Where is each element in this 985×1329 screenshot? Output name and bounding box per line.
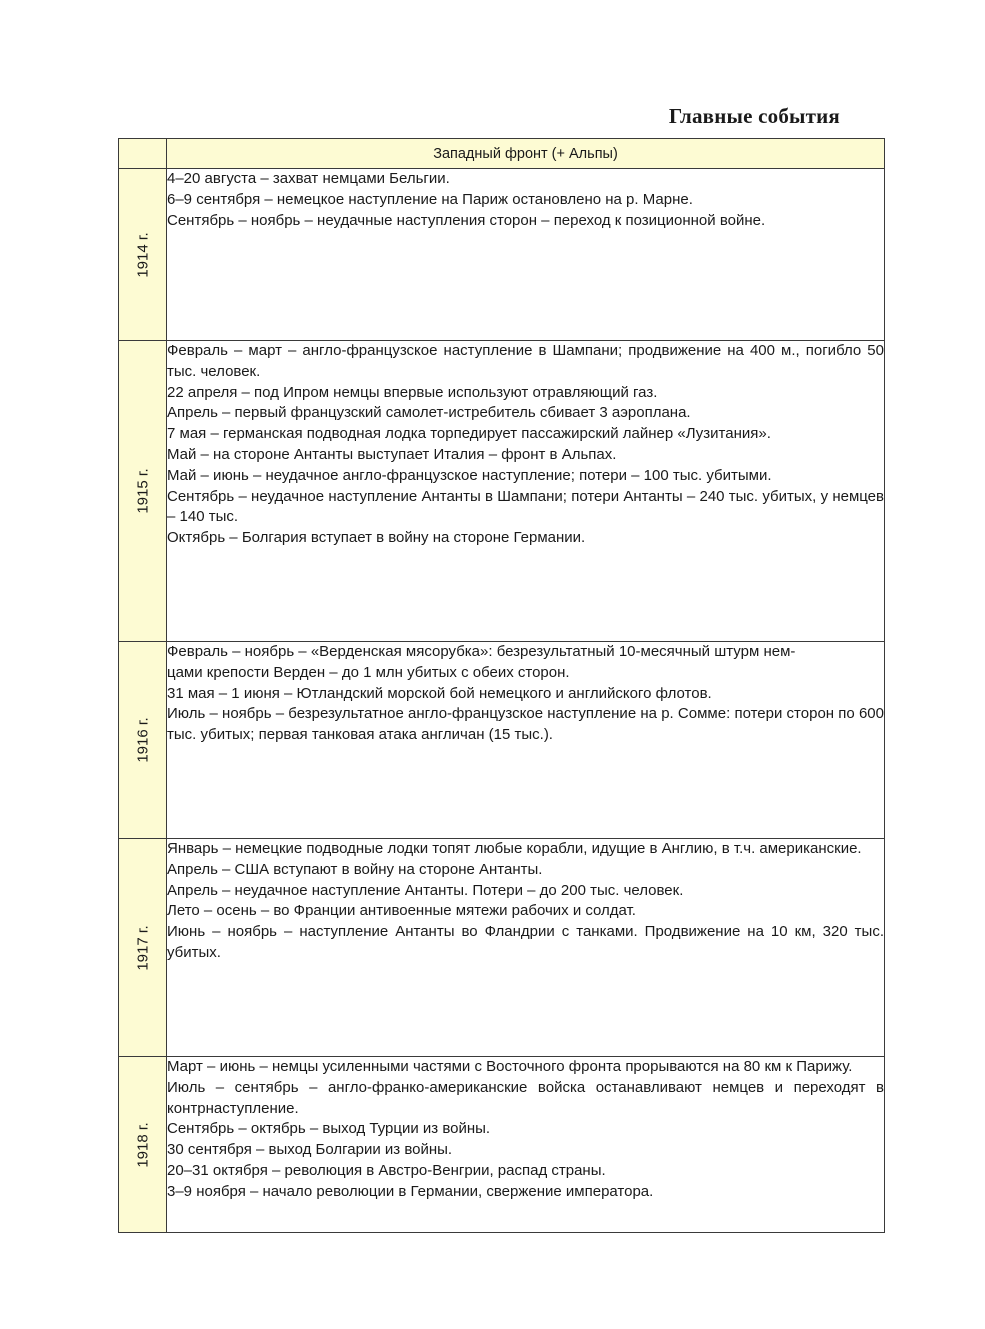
event-line: 3–9 ноября – начало революции в Германии, свержение императора. (167, 1182, 654, 1200)
table-row-1916 (119, 642, 885, 839)
event-line: Июль – сентябрь – англо-франко-американские войска останавливают немцев и переходят в контрнаступление. (167, 1078, 884, 1117)
event-line: Февраль – ноябрь – «Верденская мясорубка»: безрезультатный 10-месячный штурм нем- (167, 643, 796, 660)
events-cell (167, 1057, 885, 1233)
event-line: Апрель – неудачное наступление Антанты. Потери – до 200 тыс. человек. (167, 881, 684, 899)
event-line: Март – июнь – немцы усиленными частями с Восточного фронта прорываются на 80 км к Парижу. (167, 1058, 853, 1075)
event-line: 6–9 сентября – немецкое наступление на Париж остановлено на р. Марне. (167, 190, 693, 208)
event-line: Май – на стороне Антанты выступает Италия – фронт в Альпах. (167, 445, 617, 463)
year-label: 1915 г. (134, 468, 151, 514)
event-line: Май – июнь – неудачное англо-французское наступление; потери – 100 тыс. убитыми. (167, 466, 772, 484)
year-label: 1918 г. (134, 1121, 151, 1168)
event-line: Апрель – США вступают в войну на стороне Антанты. (167, 860, 543, 878)
event-line: Июль – ноябрь – безрезультатное англо-французское наступление на р. Сомме: потери сторон по 600 тыс. убитых; первая танковая атака англичан (15 тыс.). (167, 705, 884, 744)
year-cell (119, 169, 167, 341)
event-line: 7 мая – германская подводная лодка торпедирует пассажирский лайнер «Лузитания». (167, 425, 771, 443)
year-cell (119, 642, 167, 839)
year-cell (119, 839, 167, 1057)
page-title: Главные события (668, 104, 840, 128)
event-line: Сентябрь – ноябрь – неудачные наступления сторон – переход к позиционной войне. (167, 211, 766, 229)
event-line: Январь – немецкие подводные лодки топят любые корабли, идущие в Англию, в т.ч. американские. (167, 840, 862, 857)
table-row-1914 (119, 169, 885, 341)
events-cell (167, 169, 885, 341)
event-line: 20–31 октября – революция в Австро-Венгрии, распад страны. (167, 1161, 606, 1179)
table-row-1918 (119, 1057, 885, 1233)
year-column-header (119, 139, 167, 169)
event-line: цами крепости Верден – до 1 млн убитых с обеих сторон. (167, 663, 570, 681)
year-cell (119, 341, 167, 642)
table-row-1917 (119, 839, 885, 1057)
events-cell (167, 839, 885, 1057)
event-line: 4–20 августа – захват немцами Бельгии. (167, 170, 450, 187)
event-line: 22 апреля – под Ипром немцы впервые используют отравляющий газ. (167, 383, 658, 401)
events-table (118, 138, 885, 1233)
event-line: 30 сентября – выход Болгарии из войны. (167, 1141, 453, 1159)
event-line: 31 мая – 1 июня – Ютландский морской бой немецкого и английского флотов. (167, 684, 712, 702)
event-line: Июнь – ноябрь – наступление Антанты во Фландрии с танками. Продвижение на 10 км, 320 тыс. убитых. (167, 923, 884, 961)
event-line: Лето – осень – во Франции антивоенные мятежи рабочих и солдат. (167, 902, 636, 920)
event-line: Октябрь – Болгария вступает в войну на стороне Германии. (167, 529, 586, 547)
year-label: 1914 г. (134, 231, 151, 278)
year-label: 1916 г. (134, 717, 151, 763)
event-line: Февраль – март – англо-французское наступление в Шампани; продвижение на 400 м., погибло 50 тыс. человек. (167, 342, 884, 380)
year-label: 1917 г. (134, 924, 151, 971)
front-column-header: Западный фронт (+ Альпы) (167, 139, 885, 169)
table-header-row (119, 139, 885, 169)
event-line: Сентябрь – октябрь – выход Турции из войны. (167, 1120, 491, 1138)
table-row-1915 (119, 341, 885, 642)
event-line: Апрель – первый французский самолет-истребитель сбивает 3 аэроплана. (167, 404, 691, 422)
events-cell (167, 642, 885, 839)
year-cell (119, 1057, 167, 1233)
event-line: Сентябрь – неудачное наступление Антанты в Шампани; потери Антанты – 240 тыс. убитых, у немцев – 140 тыс. (167, 487, 884, 526)
events-cell (167, 341, 885, 642)
